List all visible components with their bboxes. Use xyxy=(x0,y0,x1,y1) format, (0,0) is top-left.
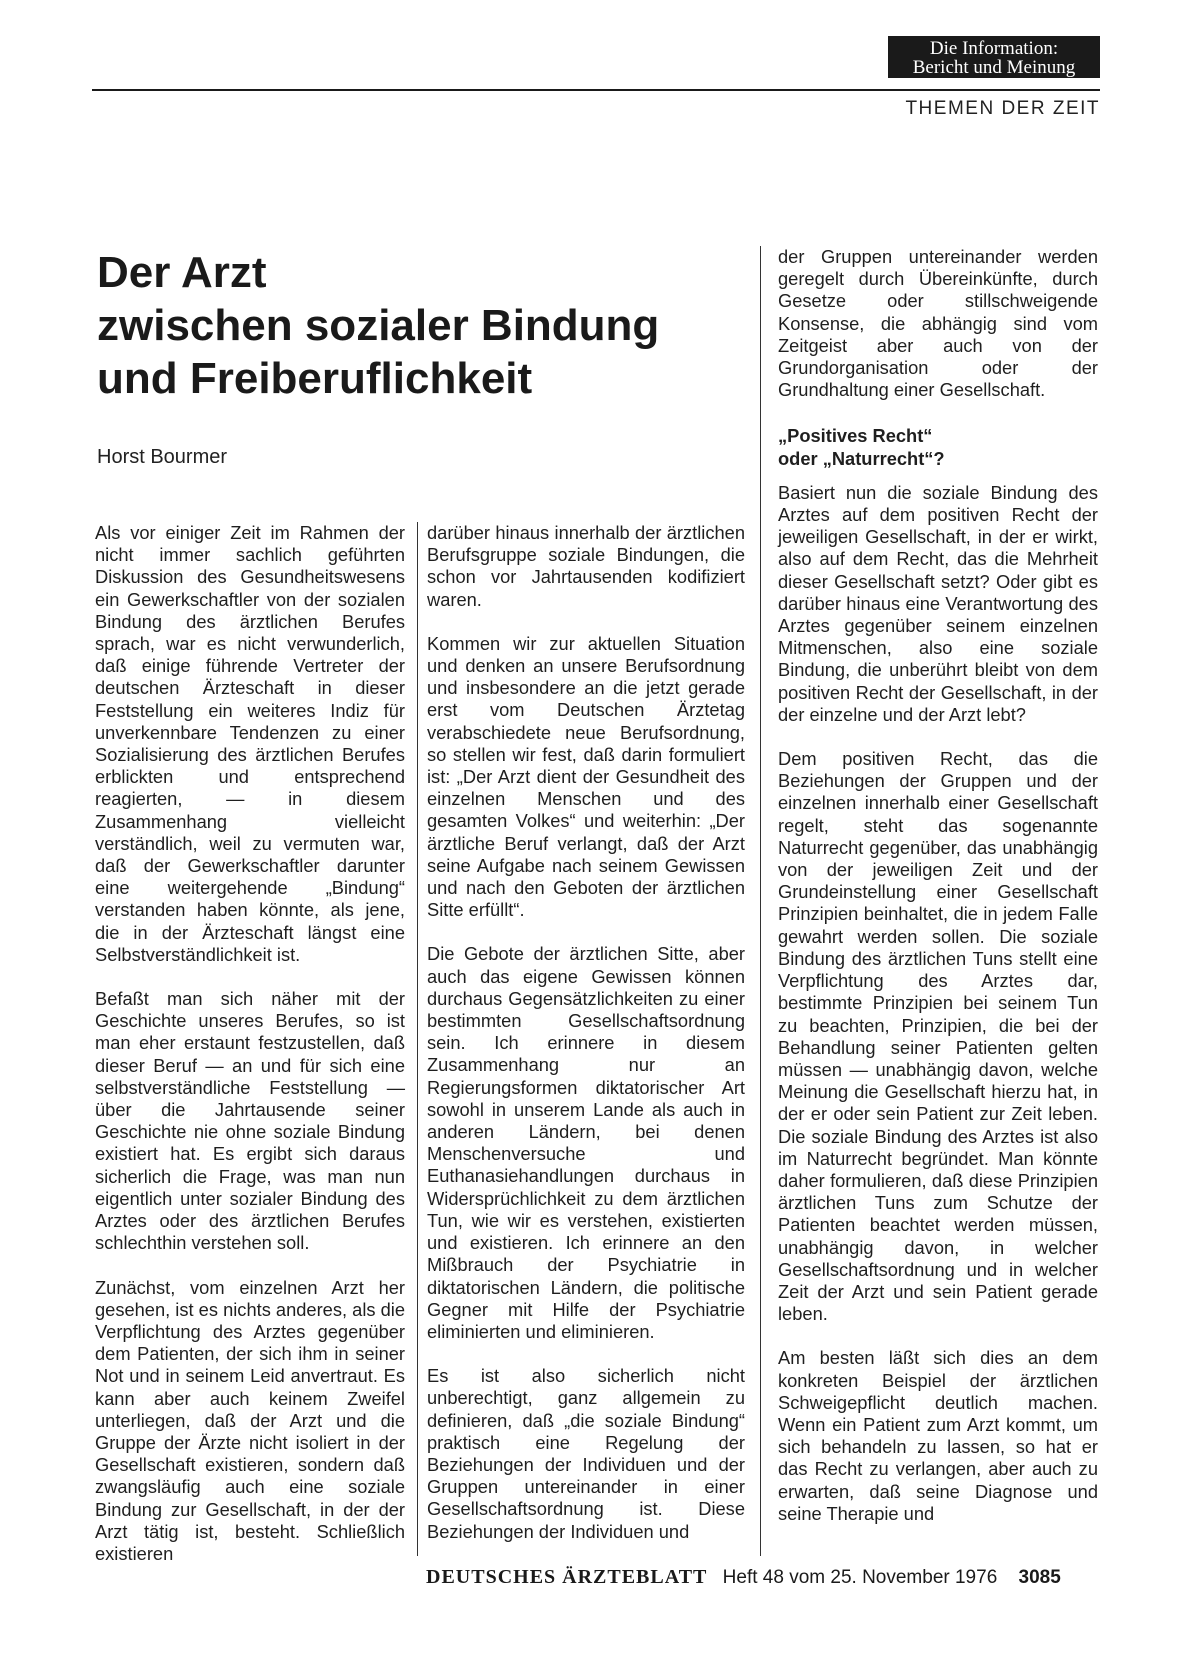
paragraph: Am besten läßt sich dies an dem konkreten Beispiel der ärztlichen Schweigepflicht deutlich machen. Wenn ein Patient zum Arzt kommt, um sich behandeln zu lassen, so hat er das Recht zu verlangen, aber auch zu erwarten, daß seine Diagnose und seine Therapie und xyxy=(778,1347,1098,1524)
paragraph: Kommen wir zur aktuellen Situation und denken an unsere Berufsordnung und insbesondere an die jetzt gerade erst vom Deutschen Ärztetag verabschiedete neue Berufsordnung, so stellen wir fest, daß darin formuliert ist: „Der Arzt dient der Gesundheit des einzelnen Menschen und des gesamten Volkes“ und weiterhin: „Der ärztliche Beruf verlangt, daß der Arzt seine Aufgabe nach seinem Gewissen und nach den Geboten der ärztlichen Sitte erfüllt“. xyxy=(427,632,745,921)
rubric-badge-line-2: Bericht und Meinung xyxy=(912,57,1076,78)
page-footer xyxy=(426,1566,1061,1589)
paragraph: Es ist also sicherlich nicht unberechtigt, ganz allgemein zu definieren, daß „die soziale Bindung“ praktisch eine Regelung der Beziehungen der Individuen und der Gruppen untereinander in einer Gesellschaftsordnung ist. Diese Beziehungen der Individuen und xyxy=(427,1365,745,1542)
column-divider xyxy=(760,246,761,1556)
paragraph: darüber hinaus innerhalb der ärztlichen Berufsgruppe soziale Bindungen, die schon vor Jahrtausenden kodifiziert waren. xyxy=(427,522,745,610)
section-label: THEMEN DER ZEIT xyxy=(905,98,1100,119)
title-line-1: Der Arzt xyxy=(97,248,267,297)
subheading xyxy=(778,425,1098,469)
subheading-line-2: oder „Naturrecht“? xyxy=(778,447,945,469)
author-name: Horst Bourmer xyxy=(97,446,228,468)
header-rule xyxy=(92,89,1100,91)
title-line-2: zwischen sozialer Bindung xyxy=(97,301,660,350)
paragraph: Zunächst, vom einzelnen Arzt her gesehen, ist es nichts anderes, als die Verpflichtung des Arztes gegenüber dem Patienten, der sich ihm in seiner Not und in seinem Leid anvertraut. Es kann aber auch keinem Zweifel unterliegen, daß der Arzt und die Gruppe der Ärzte nicht isoliert in der Gesellschaft existieren, sondern daß zwangsläufig auch eine soziale Bindung zur Gesellschaft, in der der Arzt tätig ist, besteht. Schließlich existieren xyxy=(95,1276,405,1564)
subheading-line-1: „Positives Recht“ xyxy=(778,425,933,447)
page-number: 3085 xyxy=(1018,1567,1061,1588)
paragraph: Dem positiven Recht, das die Beziehungen der Gruppen und der einzelnen innerhalb einer Gesellschaft regelt, steht das sogenannte Naturrecht gegenüber, das unabhängig von der jeweiligen Zeit und der Grundeinstellung einer Gesellschaft Prinzipien beinhaltet, die in jedem Falle gewahrt werden sollen. Die soziale Bindung des ärztlichen Tuns stellt eine Verpflichtung des Arztes dar, bestimmte Prinzipien bei seinem Tun zu beachten, Prinzipien, die bei der Behandlung seiner Patienten gelten müssen — unabhängig davon, welche Meinung die Gesellschaft hierzu hat, in der er oder sein Patient zur Zeit leben. Die soziale Bindung des Arztes ist also im Naturrecht begründet. Man könnte daher formulieren, daß diese Prinzipien ärztlichen Tuns zum Schutze der Patienten beachtet werden müssen, unabhängig davon, in welcher Gesellschaftsordnung und in welcher Zeit der Arzt und sein Patient gerade leben. xyxy=(778,748,1098,1325)
column-divider xyxy=(417,522,418,1556)
journal-name: DEUTSCHES ÄRZTEBLATT xyxy=(426,1566,708,1588)
paragraph: Befaßt man sich näher mit der Geschichte unseres Berufes, so ist man eher erstaunt festzustellen, daß dieser Beruf — an und für sich eine selbstverständliche Feststellung — über die Jahrtausende seiner Geschichte nie ohne soziale Bindung existiert hat. Es ergibt sich daraus sicherlich die Frage, was man nun eigentlich unter sozialer Bindung des Arztes oder des ärztlichen Berufes schlechthin verstehen soll. xyxy=(95,988,405,1254)
text-column-2 xyxy=(427,522,745,1565)
paragraph: Basiert nun die soziale Bindung des Arztes auf dem positiven Recht der jeweiligen Gesellschaft, in der er wirkt, also auf dem Recht, das die Mehrheit dieser Gesellschaft setzt? Oder gibt es darüber hinaus eine Verantwortung des Arztes gegenüber seinem einzelnen Mitmenschen, also eine soziale Bindung, die unberührt bleibt von dem positiven Recht der Gesellschaft, in der der einzelne und der Arzt lebt? xyxy=(778,481,1098,725)
title-line-3: und Freiberuflichkeit xyxy=(97,354,533,403)
paragraph: der Gruppen untereinander werden geregelt durch Übereinkünfte, durch Gesetze oder stillschweigende Konsense, die abhängig sind vom Zeitgeist aber auch von der Grundorganisation oder der Grundhaltung einer Gesellschaft. xyxy=(778,246,1098,401)
rubric-badge-line-1: Die Information: xyxy=(929,38,1059,59)
text-column-1 xyxy=(95,522,405,1587)
text-column-3 xyxy=(778,246,1098,1547)
paragraph: Als vor einiger Zeit im Rahmen der nicht immer sachlich geführten Diskussion des Gesundheitswesens ein Gewerkschaftler von der sozialen Bindung des ärztlichen Berufes sprach, war es nicht verwunderlich, daß einige führende Vertreter der deutschen Ärzteschaft in dieser Feststellung ein weiteres Indiz für unverkennbare Tendenzen zu einer Sozialisierung des ärztlichen Berufes erblickten und entsprechend reagierten, — in diesem Zusammenhang vielleicht verständlich, weil zu vermuten war, daß der Gewerkschaftler darunter eine weitergehende „Bindung“ verstanden haben könnte, als jene, die in der Ärzteschaft längst eine Selbstverständlichkeit ist. xyxy=(95,522,405,965)
rubric-badge xyxy=(888,36,1100,78)
issue-info: Heft 48 vom 25. November 1976 xyxy=(722,1567,998,1588)
article-title xyxy=(97,246,747,405)
paragraph: Die Gebote der ärztlichen Sitte, aber auch das eigene Gewissen können durchaus Gegensätzlichkeiten zu einer bestimmten Gesellschaftsordnung sein. Ich erinnere in diesem Zusammenhang nur an Regierungsformen diktatorischer Art sowohl in unserem Lande als auch in anderen Ländern, bei denen Menschenversuche und Euthanasiehandlungen durchaus in Widersprüchlichkeit zu dem ärztlichen Tun, wie wir es verstehen, existierten und existieren. Ich erinnere an den Mißbrauch der Psychiatrie in diktatorischen Ländern, die politische Gegner mit Hilfe der Psychiatrie eliminierten und eliminieren. xyxy=(427,943,745,1342)
